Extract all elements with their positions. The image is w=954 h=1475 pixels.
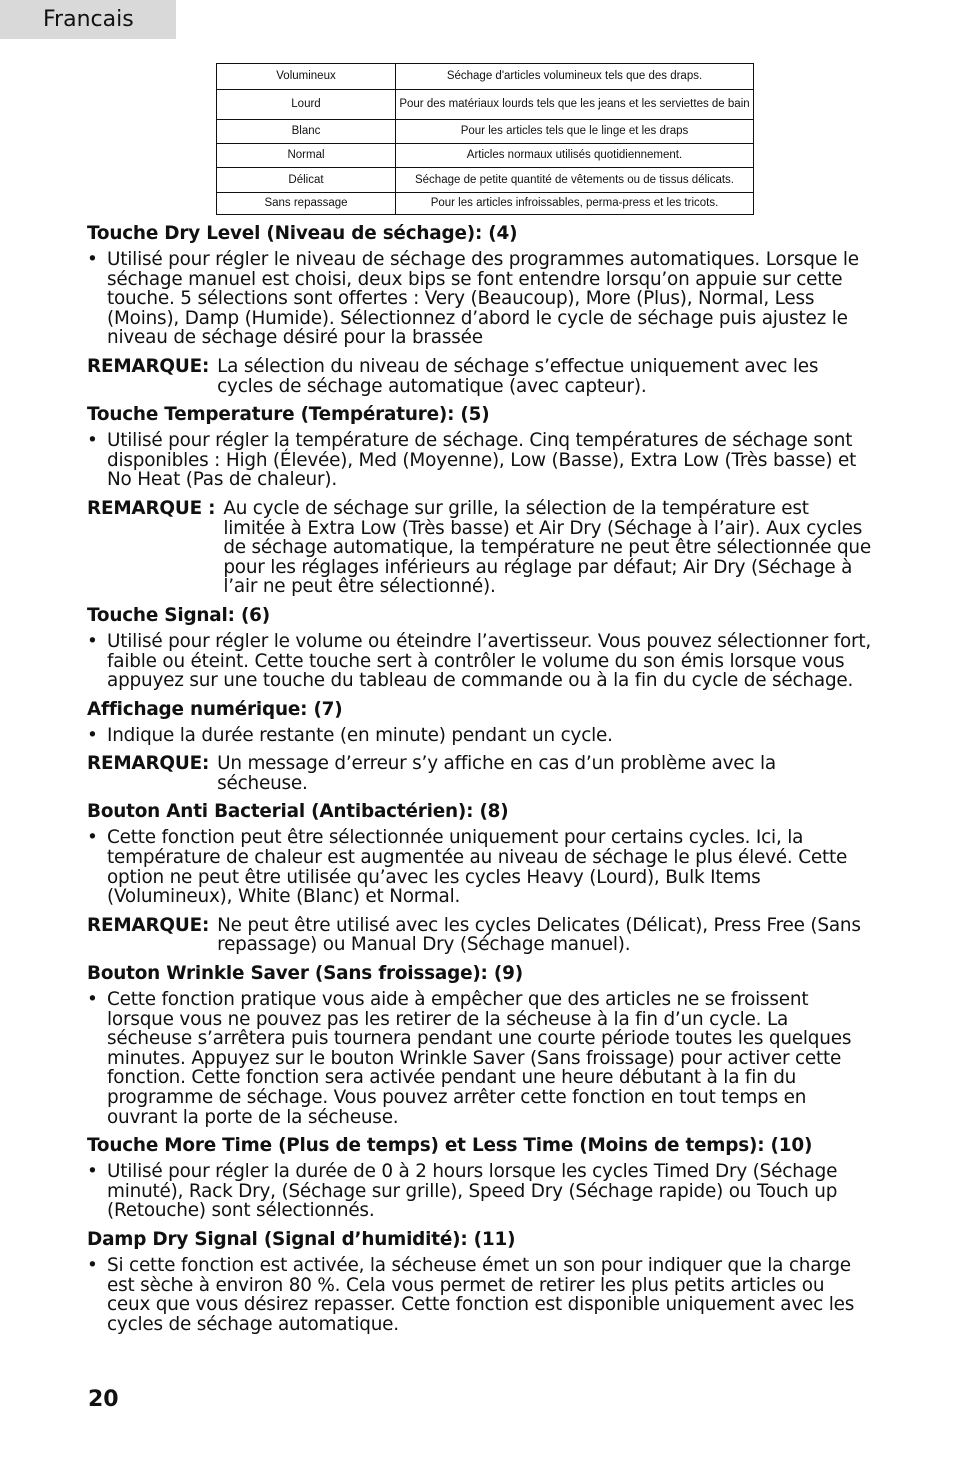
bullet-item: • Utilisé pour régler le niveau de séchage des programmes automatiques. Lorsque le séchage manuel est choisi, deux bips se font entendre lorsqu’on appuie sur cette touche. 5 sélections sont offertes : Very (Beaucoup), More (Plus), Normal, Less (Moins), Damp (Humide). Sélectionnez d’abord le cycle de séchage puis ajustez le niveau de séchage désiré pour la brassée [87,249,859,349]
bullet-item: • Cette fonction pratique vous aide à empêcher que des articles ne se froissent lorsque vous ne pouvez pas les retirer de la sécheuse à la fin d’un cycle. La sécheuse s’arrêtera puis tournera pendant une courte période toutes les quelques minutes. Appuyez sur le bouton Wrinkle Saver (Sans froissage) pour activer cette fonction. Cette fonction sera activée pendant une heure débutant à la fin du programme de séchage. Vous pouvez arrêter cette fonction en tout temps en ouvrant la porte de la sécheuse. [87,989,852,1128]
cycle-description: Pour les articles infroissables, perma-press et les tricots. [396,193,754,215]
bullet-text: Utilisé pour régler la durée de 0 à 2 hours lorsque les cycles Timed Dry (Séchage minuté), Rack Dry, (Séchage sur grille), Speed Dry (Séchage rapide) ou Touch up (Retouche) sont sélectionnés. [107,1161,838,1222]
language-tab: Francais [0,0,176,39]
manual-content [87,220,872,1343]
note-label: REMARQUE : [87,497,216,519]
table-row [217,144,754,168]
table-row [217,168,754,193]
table-row [217,120,754,144]
section-heading: Touche Signal: (6) [87,604,270,626]
page-number: 20 [88,1387,119,1412]
note-text: Au cycle de séchage sur grille, la sélection de la température est limitée à Extra Low (Très basse) et Air Dry (Séchage à l’air). Aux cycles de séchage automatique, la température ne peut être sélectionnée que pour les réglages inférieurs au réglage par défaut; Air Dry (Séchage à l’air ne peut être sélectionné). [223,497,872,598]
note [87,499,872,597]
bullet-text: Indique la durée restante (en minute) pendant un cycle. [107,724,613,746]
bullet-item: • Indique la durée restante (en minute) pendant un cycle. [87,724,613,746]
bullet-text: Cette fonction peut être sélectionnée uniquement pour certains cycles. Ici, la température de chaleur est augmentée au niveau de séchage le plus élevé. Cette option ne peut être utilisée qu’avec les cycles Heavy (Lourd), Bulk Items (Volumineux), White (Blanc) et Normal. [107,827,848,908]
cycle-description: Pour les articles tels que le linge et les draps [396,120,754,144]
cycle-name: Lourd [217,90,396,120]
cycle-description: Séchage de petite quantité de vêtements ou de tissus délicats. [396,168,754,193]
table-row [217,64,754,90]
cycle-description: Articles normaux utilisés quotidiennement. [396,144,754,168]
bullet-item: • Si cette fonction est activée, la sécheuse émet un son pour indiquer que la charge est sèche à environ 80 %. Cela vous permet de retirer les plus petits articles ou ceux que vous désirez repasser. Cette fonction est disponible uniquement avec les cycles de séchage automatique. [87,1254,855,1335]
section-heading: Bouton Wrinkle Saver (Sans froissage): (9) [87,963,523,985]
note-text: La sélection du niveau de séchage s’effectue uniquement avec les cycles de séchage automatique (avec capteur). [217,355,819,397]
note-text: Un message d’erreur s’y affiche en cas d’un problème avec la sécheuse. [217,753,776,794]
section-heading: Touche More Time (Plus de temps) et Less Time (Moins de temps): (10) [87,1135,813,1157]
cycle-name: Volumineux [217,64,396,90]
section-heading: Touche Temperature (Température): (5) [87,404,490,426]
section-heading: Damp Dry Signal (Signal d’humidité): (11) [87,1228,516,1250]
cycle-name: Blanc [217,120,396,144]
table-row [217,193,754,215]
note [87,357,872,396]
table-row [217,90,754,120]
cycle-name: Délicat [217,168,396,193]
bullet-text: Utilisé pour régler la température de séchage. Cinq températures de séchage sont disponibles : High (Élevée), Med (Moyenne), Low (Basse), Extra Low (Très basse) et No Heat (Pas de chaleur). [107,430,857,491]
bullet-text: Utilisé pour régler le volume ou éteindre l’avertisseur. Vous pouvez sélectionner fort, faible ou éteint. Cette touche sert à contrôler le volume du son émis lorsque vous appuyez sur une touche du tableau de commande ou à la fin du cycle de séchage. [107,630,872,692]
bullet-text: Si cette fonction est activée, la sécheuse émet un son pour indiquer que la charge est sèche à environ 80 %. Cela vous permet de retirer les plus petits articles ou ceux que vous désirez repasser. Cette fonction est disponible uniquement avec les cycles de séchage automatique. [107,1254,855,1335]
note-label: REMARQUE: [87,355,210,377]
bullet-item: • Cette fonction peut être sélectionnée uniquement pour certains cycles. Ici, la température de chaleur est augmentée au niveau de séchage le plus élevé. Cette option ne peut être utilisée qu’avec les cycles Heavy (Lourd), Bulk Items (Volumineux), White (Blanc) et Normal. [87,827,848,908]
note-label: REMARQUE: [87,914,210,936]
cycle-name: Normal [217,144,396,168]
cycle-table [216,63,754,215]
note-label: REMARQUE: [87,753,210,775]
section-heading: Affichage numérique: (7) [87,698,343,720]
cycle-name: Sans repassage [217,193,396,215]
note-text: Ne peut être utilisé avec les cycles Delicates (Délicat), Press Free (Sans repassage) ou Manual Dry (Séchage manuel). [217,914,861,956]
note [87,916,872,955]
section-heading: Touche Dry Level (Niveau de séchage): (4) [87,223,518,244]
bullet-item: • Utilisé pour régler le volume ou éteindre l’avertisseur. Vous pouvez sélectionner fort, faible ou éteint. Cette touche sert à contrôler le volume du son émis lorsque vous appuyez sur une touche du tableau de commande ou à la fin du cycle de séchage. [87,630,872,692]
bullet-text: Utilisé pour régler le niveau de séchage des programmes automatiques. Lorsque le séchage manuel est choisi, deux bips se font entendre lorsqu’on appuie sur cette touche. 5 sélections sont offertes : Very (Beaucoup), More (Plus), Normal, Less (Moins), Damp (Humide). Sélectionnez d’abord le cycle de séchage puis ajustez le niveau de séchage désiré pour la brassée [107,249,859,349]
cycle-description: Pour des matériaux lourds tels que les jeans et les serviettes de bain [396,90,754,120]
cycle-description: Séchage d'articles volumineux tels que des draps. [396,64,754,90]
bullet-item: • Utilisé pour régler la température de séchage. Cinq températures de séchage sont disponibles : High (Élevée), Med (Moyenne), Low (Basse), Extra Low (Très basse) et No Heat (Pas de chaleur). [87,430,857,491]
bullet-text: Cette fonction pratique vous aide à empêcher que des articles ne se froissent lorsque vous ne pouvez pas les retirer de la sécheuse à la fin d’un cycle. La sécheuse s’arrêtera puis tournera pendant une courte période toutes les quelques minutes. Appuyez sur le bouton Wrinkle Saver (Sans froissage) pour activer cette fonction. Cette fonction sera activée pendant une heure débutant à la fin du programme de séchage. Vous pouvez arrêter cette fonction en tout temps en ouvrant la porte de la sécheuse. [107,989,852,1128]
note [87,754,872,793]
bullet-item: • Utilisé pour régler la durée de 0 à 2 hours lorsque les cycles Timed Dry (Séchage minuté), Rack Dry, (Séchage sur grille), Speed Dry (Séchage rapide) ou Touch up (Retouche) sont sélectionnés. [87,1161,838,1222]
section-heading: Bouton Anti Bacterial (Antibactérien): (8) [87,801,509,823]
